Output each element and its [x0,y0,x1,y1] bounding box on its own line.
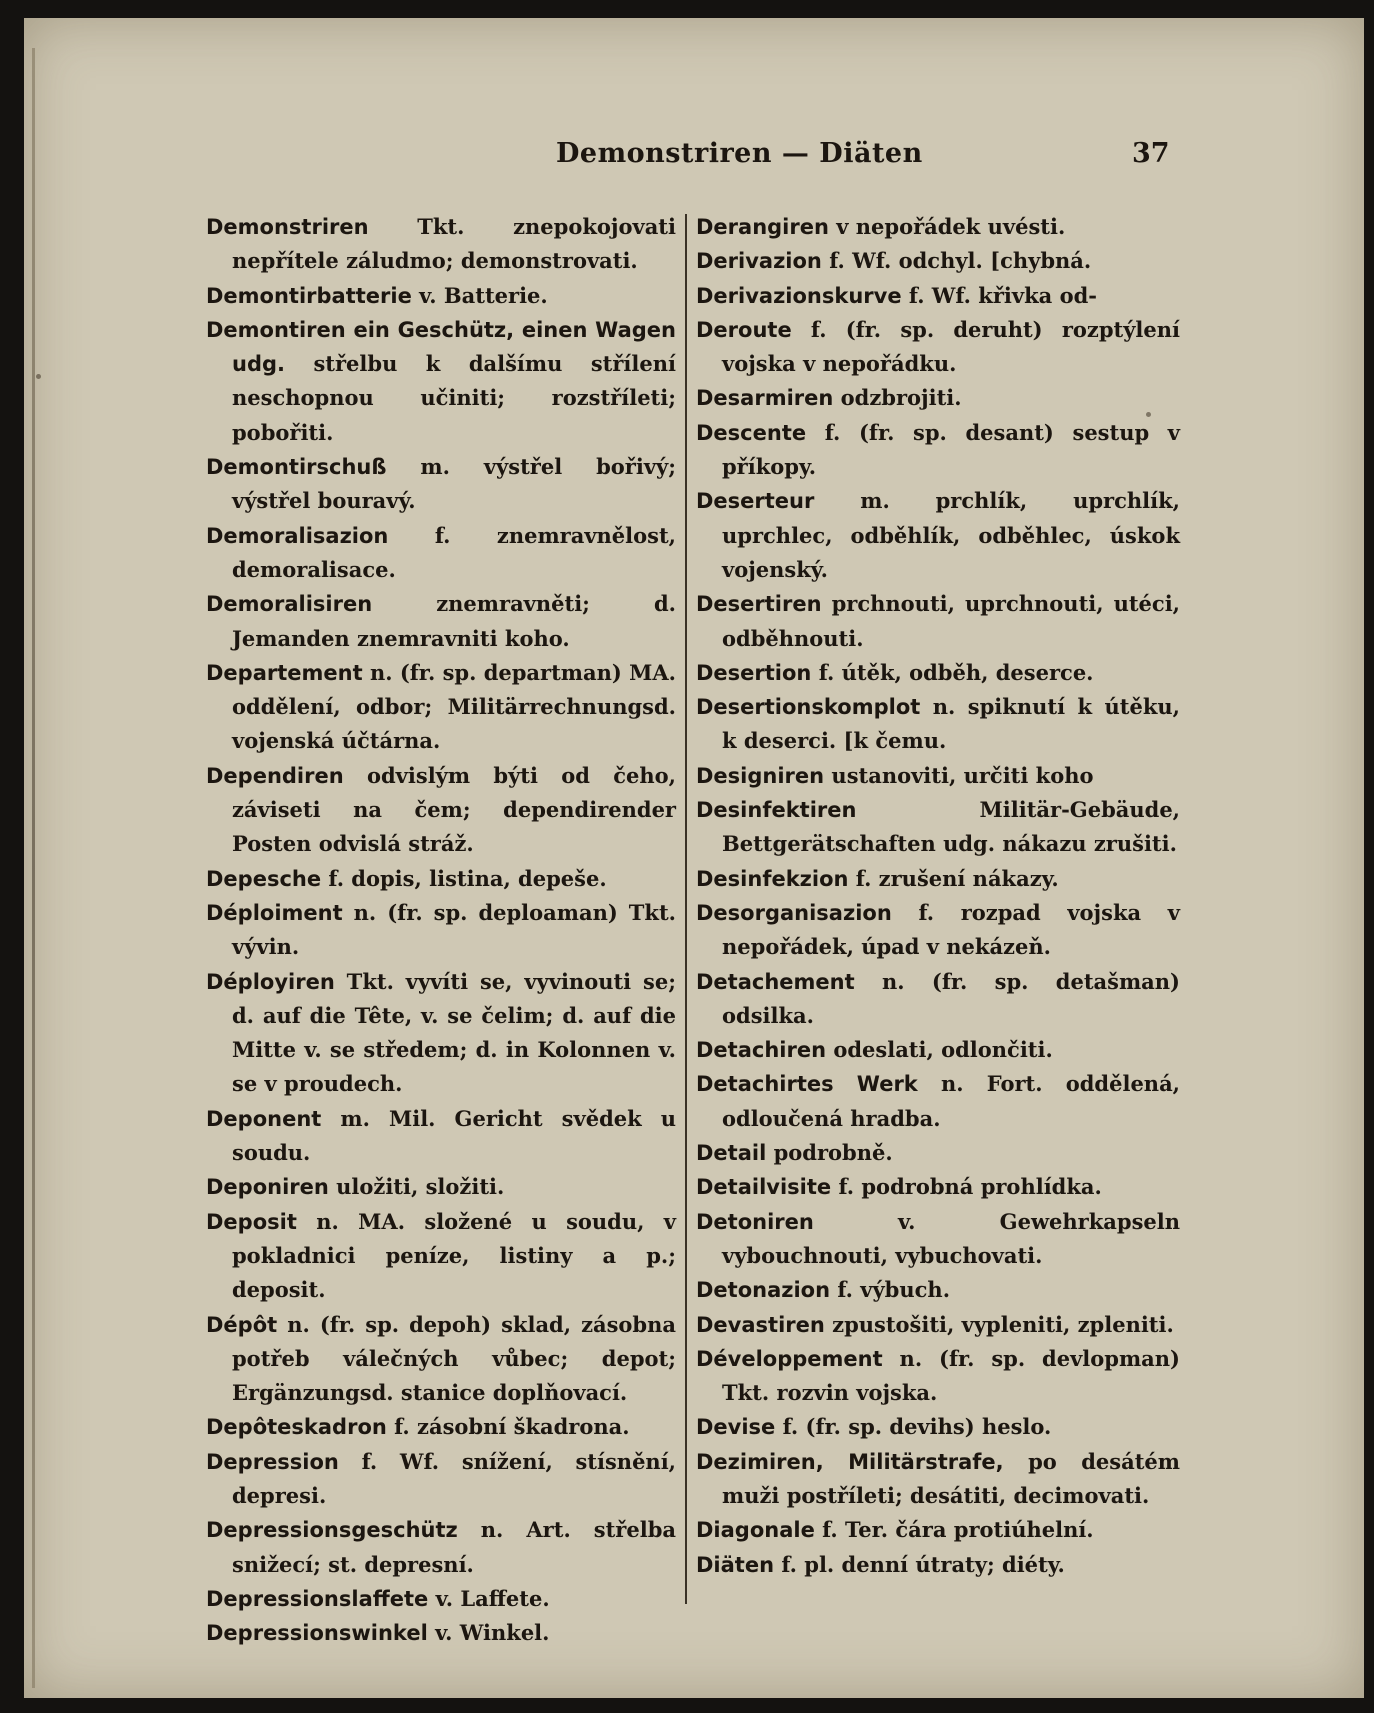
entry-definition: n. MA. složené u soudu, v pokladnici peníze, listiny a p.; deposit. [232,1208,676,1303]
entry-definition: f. dopis, listina, depeše. [321,865,607,891]
running-title: Demonstriren — Diäten [556,138,923,169]
dictionary-entry [696,862,1180,896]
dictionary-entry [696,690,1180,759]
entry-definition: Tkt. vyvíti se, vyvinouti se; d. auf die Tête, v. se čelim; d. auf die Mitte v. se středem; d. in Kolonnen v. se v proudech. [232,968,676,1097]
entry-definition: v nepořádek uvésti. [828,214,1066,239]
entry-headword: Demonstriren [206,215,369,239]
entry-headword: Depression [206,1449,339,1474]
dictionary-entry [696,793,1180,862]
entry-definition: f. pl. denní útraty; diéty. [774,1551,1065,1577]
dictionary-entry [696,210,1180,244]
entry-headword: Derivazionskurve [696,283,902,308]
dictionary-entry [696,1136,1180,1170]
entry-headword: Detachiren [696,1038,827,1063]
dictionary-entry [206,1582,676,1616]
dictionary-entry [206,656,676,759]
entry-definition: f. rozpad vojska v nepořádek, úpad v nekázeň. [722,899,1180,960]
entry-definition: f. Wf. snížení, stísnění, depresi. [232,1448,676,1508]
entry-definition: střelbu k dalšímu střílení neschopnou učiniti; rozstříleti; pobořiti. [232,351,676,445]
entry-headword: Demontirbatterie [206,283,412,308]
dictionary-entry [206,1170,676,1204]
entry-definition: f. útěk, odběh, deserce. [811,659,1094,685]
entry-definition: zpustošiti, vypleniti, zpleniti. [824,1311,1174,1337]
entry-definition: n. (fr. sp. devlopman) Tkt. rozvin vojska. [722,1345,1180,1406]
entry-headword: Dependiren [206,763,344,788]
entry-headword: Dépôt [206,1312,278,1337]
entry-definition: n. Fort. oddělená, odloučená hradba. [722,1071,1180,1131]
dictionary-entry [206,450,676,519]
entry-definition: v. Gewehrkapseln vybouchnouti, vybuchovati. [722,1208,1180,1268]
dictionary-entry [696,896,1180,965]
entry-definition: m. Mil. Gericht svědek u soudu. [232,1105,676,1166]
entry-definition: podrobně. [766,1140,893,1166]
entry-headword: Depressionslaffete [206,1586,429,1611]
entry-headword: Deponiren [206,1175,329,1200]
entry-definition: uložiti, složiti. [328,1174,505,1200]
entry-definition: n. spiknutí k útěku, k deserci. [k čemu. [722,694,1180,754]
dictionary-entry [206,965,676,1102]
entry-definition: v. Laffete. [428,1585,550,1611]
dictionary-entry [696,1033,1180,1067]
entry-headword: Déployiren [206,969,335,994]
dictionary-entry [696,1548,1180,1582]
entry-headword: Deposit [206,1209,297,1234]
entry-headword: Desertionskomplot [696,695,921,720]
entry-headword: Demoralisiren [206,592,373,617]
entry-definition: znemravněti; d. Jemanden znemravniti koho. [232,591,676,651]
entry-definition: f. Ter. čára protiúhelní. [814,1517,1094,1543]
entry-definition: ustanoviti, určiti koho [824,762,1094,788]
dictionary-entry [696,1273,1180,1307]
dictionary-entry [696,1342,1180,1411]
entry-definition: f. podrobná prohlídka. [831,1174,1102,1200]
dictionary-entry [206,519,676,588]
dictionary-entry [206,1410,676,1444]
entry-headword: Déploiment [206,900,343,925]
entry-headword: Depôteskadron [206,1415,387,1440]
entry-headword: Dezimiren, Militärstrafe, [696,1449,1004,1474]
dictionary-entry [206,759,676,862]
entry-headword: Depressionsgeschütz [206,1518,458,1543]
dictionary-entry [206,1513,676,1582]
entry-definition: f. Wf. křivka od- [901,282,1097,308]
entry-headword: Detachirtes Werk [696,1072,918,1097]
entry-headword: Desertiren [696,592,822,617]
entry-headword: Demontirschuß [206,455,387,480]
entry-headword: Derangiren [696,215,829,239]
dictionary-entry [696,1170,1180,1204]
dictionary-entry [696,244,1180,278]
dictionary-entry [696,1445,1180,1514]
entry-definition: f. Wf. odchyl. [chybná. [821,248,1092,274]
dictionary-entry [696,759,1180,793]
entry-definition: f. zrušení nákazy. [848,865,1059,891]
dictionary-entry [696,965,1180,1034]
entry-headword: Desinfekzion [696,866,849,891]
entry-headword: Detailvisite [696,1175,832,1200]
entry-headword: Detail [696,1141,767,1166]
entry-headword: Deponent [206,1106,322,1131]
entry-headword: Diäten [696,1552,775,1577]
entry-definition: m. výstřel bořivý; výstřel bouravý. [232,454,676,514]
entry-headword: Depesche [206,866,322,891]
entry-headword: Departement [206,660,363,685]
entry-headword: Detachement [696,969,855,994]
entry-definition: Militär-Gebäude, Bettgerätschaften udg. nákazu zrušiti. [722,797,1180,857]
dictionary-entry [206,587,676,656]
dictionary-entry [206,313,676,450]
entry-headword: Descente [696,420,807,445]
entry-definition: odeslati, odlončiti. [826,1037,1053,1063]
entry-headword: Deroute [696,317,792,342]
entry-definition: po desátém muži postříleti; desátiti, decimovati. [722,1448,1180,1508]
entry-headword: Designiren [696,763,825,788]
dictionary-entry [206,1445,676,1514]
entry-headword: Demontiren ein Geschütz, einen Wagen udg. [206,317,676,377]
entry-headword: Desinfektiren [696,798,857,823]
dictionary-entry [206,279,676,313]
entry-headword: Demoralisazion [206,523,389,548]
dictionary-entry [696,381,1180,415]
dictionary-entry [206,862,676,896]
paper-spot [36,374,41,379]
dictionary-entry [206,1308,676,1411]
dictionary-entry [696,279,1180,313]
entry-definition: f. (fr. sp. deruht) rozptýlení vojska v nepořádku. [722,316,1180,377]
entry-headword: Diagonale [696,1518,815,1543]
entry-definition: f. (fr. sp. devihs) heslo. [775,1414,1052,1440]
entry-definition: odvislým býti od čeho, záviseti na čem; dependirender Posten odvislá stráž. [232,762,676,857]
dictionary-entry [206,1616,676,1650]
dictionary-entry [206,896,676,965]
column-divider [685,214,687,1604]
paper-spot [1146,412,1151,417]
entry-definition: f. (fr. sp. desant) sestup v příkopy. [722,419,1180,480]
entry-headword: Devastiren [696,1312,825,1337]
entry-definition: f. výbuch. [830,1277,951,1303]
dictionary-entry [696,1205,1180,1274]
entry-headword: Desarmiren [696,386,834,411]
entry-definition: n. (fr. sp. departman) MA. oddělení, odbor; Militärrechnungsd. vojenská účtárna. [232,659,676,754]
dictionary-entry [206,1205,676,1308]
entry-headword: Deserteur [696,489,815,514]
entry-definition: f. zásobní škadrona. [386,1414,630,1440]
entry-definition: m. prchlík, uprchlík, uprchlec, odběhlík, odběhlec, úskok vojenský. [722,488,1180,582]
page-number: 37 [1132,138,1170,169]
right-column [696,210,1180,1582]
page [24,18,1364,1698]
entry-definition: n. (fr. sp. deploaman) Tkt. vývin. [232,899,676,960]
entry-definition: odzbrojiti. [833,385,962,411]
entry-headword: Detonazion [696,1278,831,1303]
entry-definition: v. Batterie. [411,282,548,308]
dictionary-entry [696,1513,1180,1547]
page-fold [32,48,35,1688]
entry-definition: n. Art. střelba snižecí; st. depresní. [232,1517,676,1577]
entry-headword: Depressionswinkel [206,1621,428,1646]
entry-headword: Desorganisazion [696,900,892,925]
left-column [206,210,676,1650]
entry-headword: Devise [696,1415,776,1440]
dictionary-entry [696,656,1180,690]
entry-definition: v. Winkel. [427,1620,550,1646]
entry-definition: n. (fr. sp. detašman) odsilka. [722,968,1180,1028]
entry-headword: Développement [696,1346,883,1371]
entry-definition: f. znemravnělost, demoralisace. [232,522,676,582]
entry-headword: Detoniren [696,1209,814,1234]
page-header [24,138,1364,178]
dictionary-entry [696,587,1180,656]
entry-headword: Derivazion [696,249,822,274]
entry-definition: n. (fr. sp. depoh) sklad, zásobna potřeb válečných vůbec; depot; Ergänzungsd. stanice doplňovací. [232,1311,676,1406]
dictionary-entry [696,416,1180,485]
entry-definition: prchnouti, uprchnouti, utéci, odběhnouti. [722,591,1180,651]
dictionary-entry [206,210,676,279]
dictionary-entry [696,1067,1180,1136]
entry-headword: Desertion [696,660,812,685]
entry-definition: Tkt. znepokojovati nepřítele záludmo; demonstrovati. [232,214,676,274]
dictionary-entry [696,1410,1180,1444]
dictionary-entry [696,484,1180,587]
dictionary-entry [206,1102,676,1171]
dictionary-entry [696,1308,1180,1342]
dictionary-entry [696,313,1180,382]
